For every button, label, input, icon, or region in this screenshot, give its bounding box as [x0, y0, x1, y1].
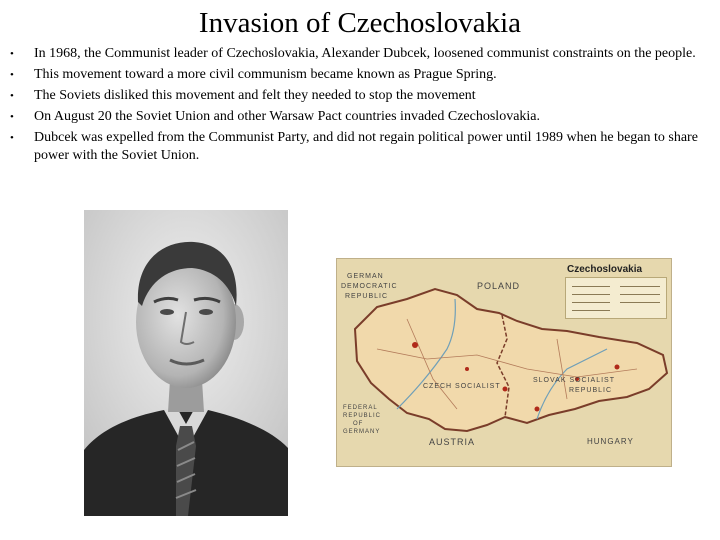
bullet-text: This movement toward a more civil communism became known as Prague Spring. — [34, 67, 497, 82]
bullet-item — [10, 108, 710, 126]
bullet-glyph: • — [10, 132, 14, 144]
map-label-gdr-1: GERMAN — [347, 273, 384, 280]
slide-title: Invasion of Czechoslovakia — [198, 7, 522, 39]
bullet-glyph: • — [10, 90, 14, 102]
legend-entry — [572, 310, 610, 311]
map-legend — [565, 277, 667, 319]
map-label-frg-2: REPUBLIC — [343, 413, 382, 419]
bullet-text: In 1968, the Communist leader of Czechoslovakia, Alexander Dubcek, loosened communist constraints on the people. — [34, 46, 696, 61]
map-label-slovak: SLOVAK SOCIALIST — [533, 377, 616, 384]
map-label-poland: POLAND — [477, 281, 521, 291]
map-label-republic: REPUBLIC — [569, 387, 613, 394]
bullet-text: The Soviets disliked this movement and felt they needed to stop the movement — [34, 88, 476, 103]
portrait-illustration — [84, 210, 288, 516]
czechoslovakia-map — [336, 258, 672, 467]
bullet-glyph: • — [10, 48, 14, 60]
bullet-item — [10, 129, 710, 165]
bullet-item — [10, 45, 710, 63]
bullet-item — [10, 66, 710, 84]
bullet-list — [10, 45, 710, 168]
bullet-glyph: • — [10, 69, 14, 81]
legend-entry — [620, 294, 660, 295]
map-label-czech: CZECH SOCIALIST — [423, 383, 501, 390]
dubcek-portrait-photo — [84, 210, 288, 516]
bullet-glyph: • — [10, 111, 14, 123]
map-label-austria: AUSTRIA — [429, 437, 476, 447]
bullet-text: On August 20 the Soviet Union and other Warsaw Pact countries invaded Czechoslovakia. — [34, 109, 541, 124]
legend-entry — [620, 302, 660, 303]
legend-entry — [572, 286, 610, 287]
map-title: Czechoslovakia — [567, 264, 643, 275]
map-label-hungary: HUNGARY — [587, 437, 634, 446]
map-label-frg-1: FEDERAL — [343, 405, 378, 411]
map-label-gdr-3: REPUBLIC — [345, 293, 389, 300]
bullet-item — [10, 87, 710, 105]
bullet-text: Dubcek was expelled from the Communist Party, and did not regain political power until 1989 when he began to share power with the Soviet Union. — [34, 130, 698, 163]
legend-entry — [572, 294, 610, 295]
map-label-frg-4: GERMANY — [343, 429, 381, 435]
map-label-frg-3: OF — [353, 421, 364, 427]
legend-entry — [572, 302, 610, 303]
map-label-gdr-2: DEMOCRATIC — [341, 283, 398, 290]
legend-entry — [620, 286, 660, 287]
